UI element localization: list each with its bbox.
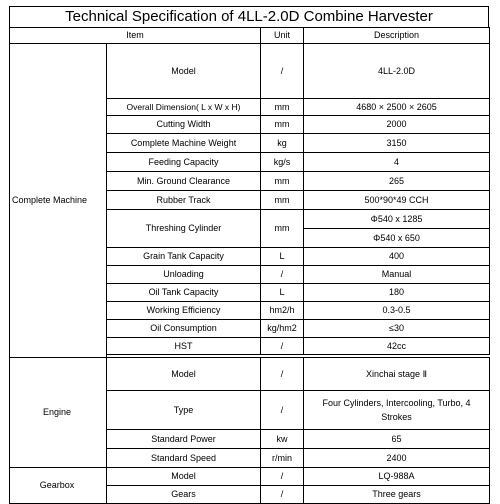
row-unit: L — [261, 284, 304, 302]
row-unit: r/min — [261, 449, 304, 468]
row-label: Standard Power — [107, 430, 261, 449]
row-label: Rubber Track — [107, 191, 261, 210]
row-unit: mm — [261, 116, 304, 134]
header-row — [10, 28, 490, 44]
row-label: Unloading — [107, 266, 261, 284]
row-desc: Xinchai stage Ⅱ — [304, 358, 490, 391]
row-unit: / — [261, 486, 304, 504]
row-label: Gears — [107, 486, 261, 504]
table-row — [10, 358, 490, 391]
row-unit: / — [261, 391, 304, 430]
row-desc: Φ540 x 650 — [304, 229, 490, 248]
row-label: Grain Tank Capacity — [107, 248, 261, 266]
row-desc: 4LL-2.0D — [304, 44, 490, 99]
row-desc: Three gears — [304, 486, 490, 504]
header-unit: Unit — [261, 28, 304, 44]
row-unit: / — [261, 44, 304, 99]
spec-table — [9, 27, 490, 504]
row-desc: 4680 × 2500 × 2605 — [304, 99, 490, 116]
row-label: Model — [107, 358, 261, 391]
row-desc: Four Cylinders, Intercooling, Turbo, 4 Strokes — [304, 391, 490, 430]
row-label: Model — [107, 44, 261, 99]
row-desc: 0.3-0.5 — [304, 302, 490, 320]
row-label: Model — [107, 468, 261, 486]
row-unit: kg/hm2 — [261, 320, 304, 338]
row-label: Cutting Width — [107, 116, 261, 134]
section-gearbox: Gearbox — [10, 468, 107, 504]
row-desc: 2000 — [304, 116, 490, 134]
row-label: Oil Consumption — [107, 320, 261, 338]
table-row — [10, 468, 490, 486]
row-desc: 2400 — [304, 449, 490, 468]
row-desc: 180 — [304, 284, 490, 302]
row-label: Type — [107, 391, 261, 430]
row-label: Threshing Cylinder — [107, 210, 261, 248]
row-desc: Manual — [304, 266, 490, 284]
row-label: Oil Tank Capacity — [107, 284, 261, 302]
row-desc: LQ-988A — [304, 468, 490, 486]
row-label: Standard Speed — [107, 449, 261, 468]
row-unit: / — [261, 338, 304, 355]
row-unit: kg/s — [261, 153, 304, 172]
row-label: Min. Ground Clearance — [107, 172, 261, 191]
row-desc: 265 — [304, 172, 490, 191]
row-unit: mm — [261, 99, 304, 116]
row-label: Overall Dimension( L x W x H) — [107, 99, 261, 116]
header-description: Description — [304, 28, 490, 44]
row-desc: 42cc — [304, 338, 490, 355]
row-unit: mm — [261, 210, 304, 248]
row-unit: kg — [261, 134, 304, 153]
row-desc: 65 — [304, 430, 490, 449]
row-desc: ≤30 — [304, 320, 490, 338]
row-unit: / — [261, 468, 304, 486]
row-unit: / — [261, 358, 304, 391]
row-unit: mm — [261, 172, 304, 191]
row-unit: L — [261, 248, 304, 266]
section-complete-machine: Complete Machine — [10, 44, 107, 358]
row-desc: Φ540 x 1285 — [304, 210, 490, 229]
row-desc: 400 — [304, 248, 490, 266]
row-label: Feeding Capacity — [107, 153, 261, 172]
row-unit: / — [261, 266, 304, 284]
row-desc: 500*90*49 CCH — [304, 191, 490, 210]
row-label: Complete Machine Weight — [107, 134, 261, 153]
row-unit: mm — [261, 191, 304, 210]
table-row — [10, 44, 490, 99]
header-item: Item — [10, 28, 261, 44]
row-label: Working Efficiency — [107, 302, 261, 320]
row-unit: kw — [261, 430, 304, 449]
row-unit: hm2/h — [261, 302, 304, 320]
row-desc: 4 — [304, 153, 490, 172]
section-engine: Engine — [10, 358, 107, 468]
document-title: Technical Specification of 4LL-2.0D Combine Harvester — [9, 6, 489, 28]
row-desc: 3150 — [304, 134, 490, 153]
row-label: HST — [107, 338, 261, 355]
